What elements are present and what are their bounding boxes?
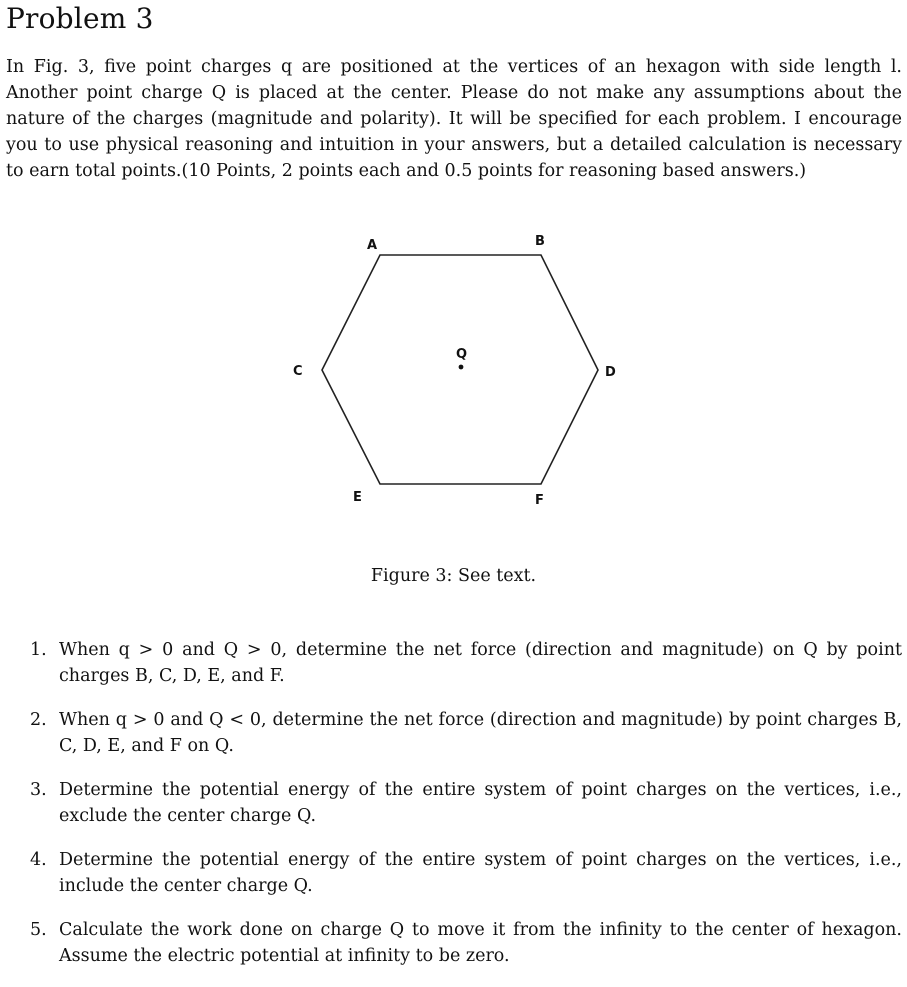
- question-number: 3.: [30, 780, 47, 800]
- question-list: [30, 637, 902, 987]
- center-charge-dot: [459, 365, 464, 370]
- problem-title: Problem 3: [6, 2, 154, 35]
- question-text: Calculate the work done on charge Q to move it from the infinity to the center of hexagon. Assume the electric potential at infinity to be zero.: [59, 920, 902, 966]
- question-text: Determine the potential energy of the entire system of point charges on the vertices, i.e., exclude the center charge Q.: [59, 780, 902, 826]
- question-item: [30, 777, 902, 829]
- hexagon-figure: [0, 225, 907, 515]
- question-item: [30, 917, 902, 969]
- vertex-label-b: B: [535, 234, 545, 249]
- vertex-label-a: A: [367, 238, 378, 253]
- question-number: 5.: [30, 920, 47, 940]
- question-number: 2.: [30, 710, 47, 730]
- vertex-label-f: F: [535, 493, 544, 508]
- question-text: When q > 0 and Q < 0, determine the net force (direction and magnitude) by point charges B, C, D, E, and F on Q.: [59, 710, 902, 756]
- vertex-label-e: E: [353, 490, 362, 505]
- center-charge-label: Q: [456, 347, 468, 362]
- question-number: 4.: [30, 850, 47, 870]
- question-item: [30, 707, 902, 759]
- vertex-label-c: C: [293, 364, 303, 379]
- vertex-label-d: D: [605, 365, 616, 380]
- question-number: 1.: [30, 640, 47, 660]
- question-text: When q > 0 and Q > 0, determine the net force (direction and magnitude) on Q by point charges B, C, D, E, and F.: [59, 640, 902, 686]
- hexagon-outline: [322, 255, 598, 484]
- question-item: [30, 637, 902, 689]
- figure-caption: Figure 3: See text.: [370, 566, 537, 586]
- problem-statement: In Fig. 3, five point charges q are positioned at the vertices of an hexagon with side length l. Another point charge Q is placed at the center. Please do not make any assumptions about the nature of the charges (magnitude and polarity). It will be specified for each problem. I encourage you to use physical reasoning and intuition in your answers, but a detailed calculation is necessary to earn total points.(10 Points, 2 points each and 0.5 points for reasoning based answers.): [6, 57, 902, 181]
- question-text: Determine the potential energy of the entire system of point charges on the vertices, i.e., include the center charge Q.: [59, 850, 902, 896]
- question-item: [30, 847, 902, 899]
